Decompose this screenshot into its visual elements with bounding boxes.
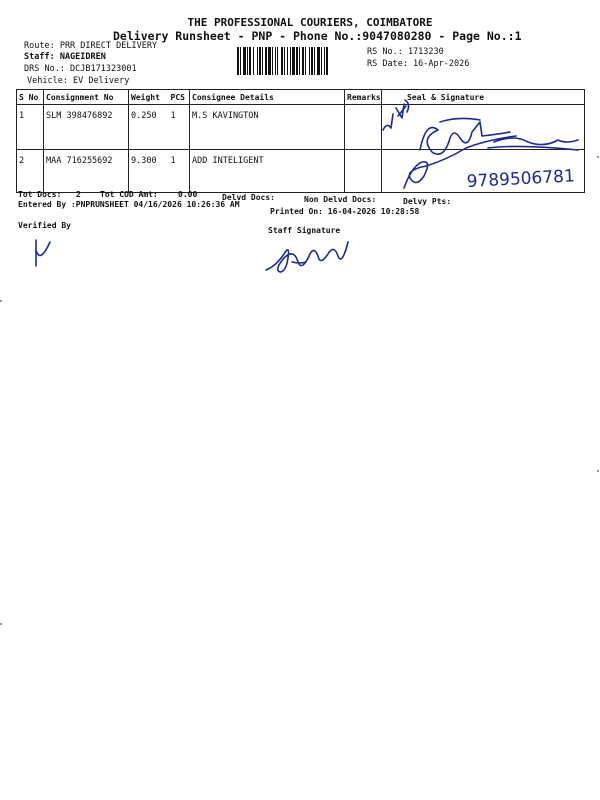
- col-header-pcs: PCS: [169, 90, 190, 105]
- col-header-weight: Weight: [129, 90, 169, 105]
- row-pcs: 1: [169, 150, 190, 193]
- handwritten-phone: 9789506781: [466, 166, 576, 192]
- verified-by-label: Verified By: [18, 221, 71, 230]
- delvd-docs-label: Delvd Docs:: [222, 193, 275, 202]
- row-consignee: ADD INTELIGENT: [190, 150, 345, 193]
- col-header-consignment: Consignment No: [44, 90, 129, 105]
- staff-signature-scribble: [266, 242, 348, 272]
- col-header-sno: S No: [17, 90, 44, 105]
- tot-docs-label: Tot Docs:: [18, 190, 62, 199]
- col-header-consignee: Consignee Details: [190, 90, 345, 105]
- rs-number: RS No.: 1713230: [367, 47, 444, 57]
- entered-by: Entered By :PNPRUNSHEET 04/16/2026 10:26:36 AM: [18, 200, 240, 209]
- row-sno: 1: [17, 105, 44, 150]
- remarks-scribble: [383, 100, 409, 130]
- row-weight: 0.250: [129, 105, 169, 150]
- seal-strike-scribble: [494, 138, 578, 145]
- scan-mark: [597, 156, 599, 158]
- tot-cod-label: Tot COD Amt:: [100, 190, 158, 199]
- scan-mark: [0, 300, 2, 302]
- staff-signature-label: Staff Signature: [268, 226, 341, 235]
- printed-on: Printed On: 16-04-2026 10:28:58: [270, 207, 420, 216]
- tot-docs-value: 2: [76, 190, 81, 199]
- row-pcs: 1: [169, 105, 190, 150]
- row-sno: 2: [17, 150, 44, 193]
- staff-label: Staff: NAGEIDREN: [24, 52, 106, 62]
- rs-date: RS Date: 16-Apr-2026: [367, 59, 470, 69]
- runsheet-title: Delivery Runsheet - PNP - Phone No.:9047080280 - Page No.:1: [113, 29, 522, 43]
- vehicle-label: Vehicle: EV Delivery: [27, 76, 130, 86]
- non-delvd-docs-label: Non Delvd Docs:: [304, 195, 377, 204]
- verified-tick: [36, 240, 50, 266]
- delvy-pts-label: Delvy Pts:: [403, 197, 452, 206]
- scan-mark: [0, 623, 2, 625]
- tot-cod-value: 0.00: [178, 190, 198, 199]
- col-header-seal-signature: Seal & Signature: [382, 90, 585, 105]
- col-header-remarks: Remarks: [345, 90, 382, 105]
- seal-signature-scribble: [420, 118, 578, 154]
- route-label: Route: PRR DIRECT DELIVERY: [24, 41, 158, 51]
- row-consignment: MAA 716255692: [44, 150, 129, 193]
- row-consignee: M.S KAVINGTON: [190, 105, 345, 150]
- row-weight: 9.300: [129, 150, 169, 193]
- drs-number: DRS No.: DCJB171323001: [24, 64, 137, 74]
- row-consignment: SLM 398476892: [44, 105, 129, 150]
- company-name: THE PROFESSIONAL COURIERS, COIMBATORE: [187, 16, 433, 29]
- scan-mark: [597, 470, 599, 472]
